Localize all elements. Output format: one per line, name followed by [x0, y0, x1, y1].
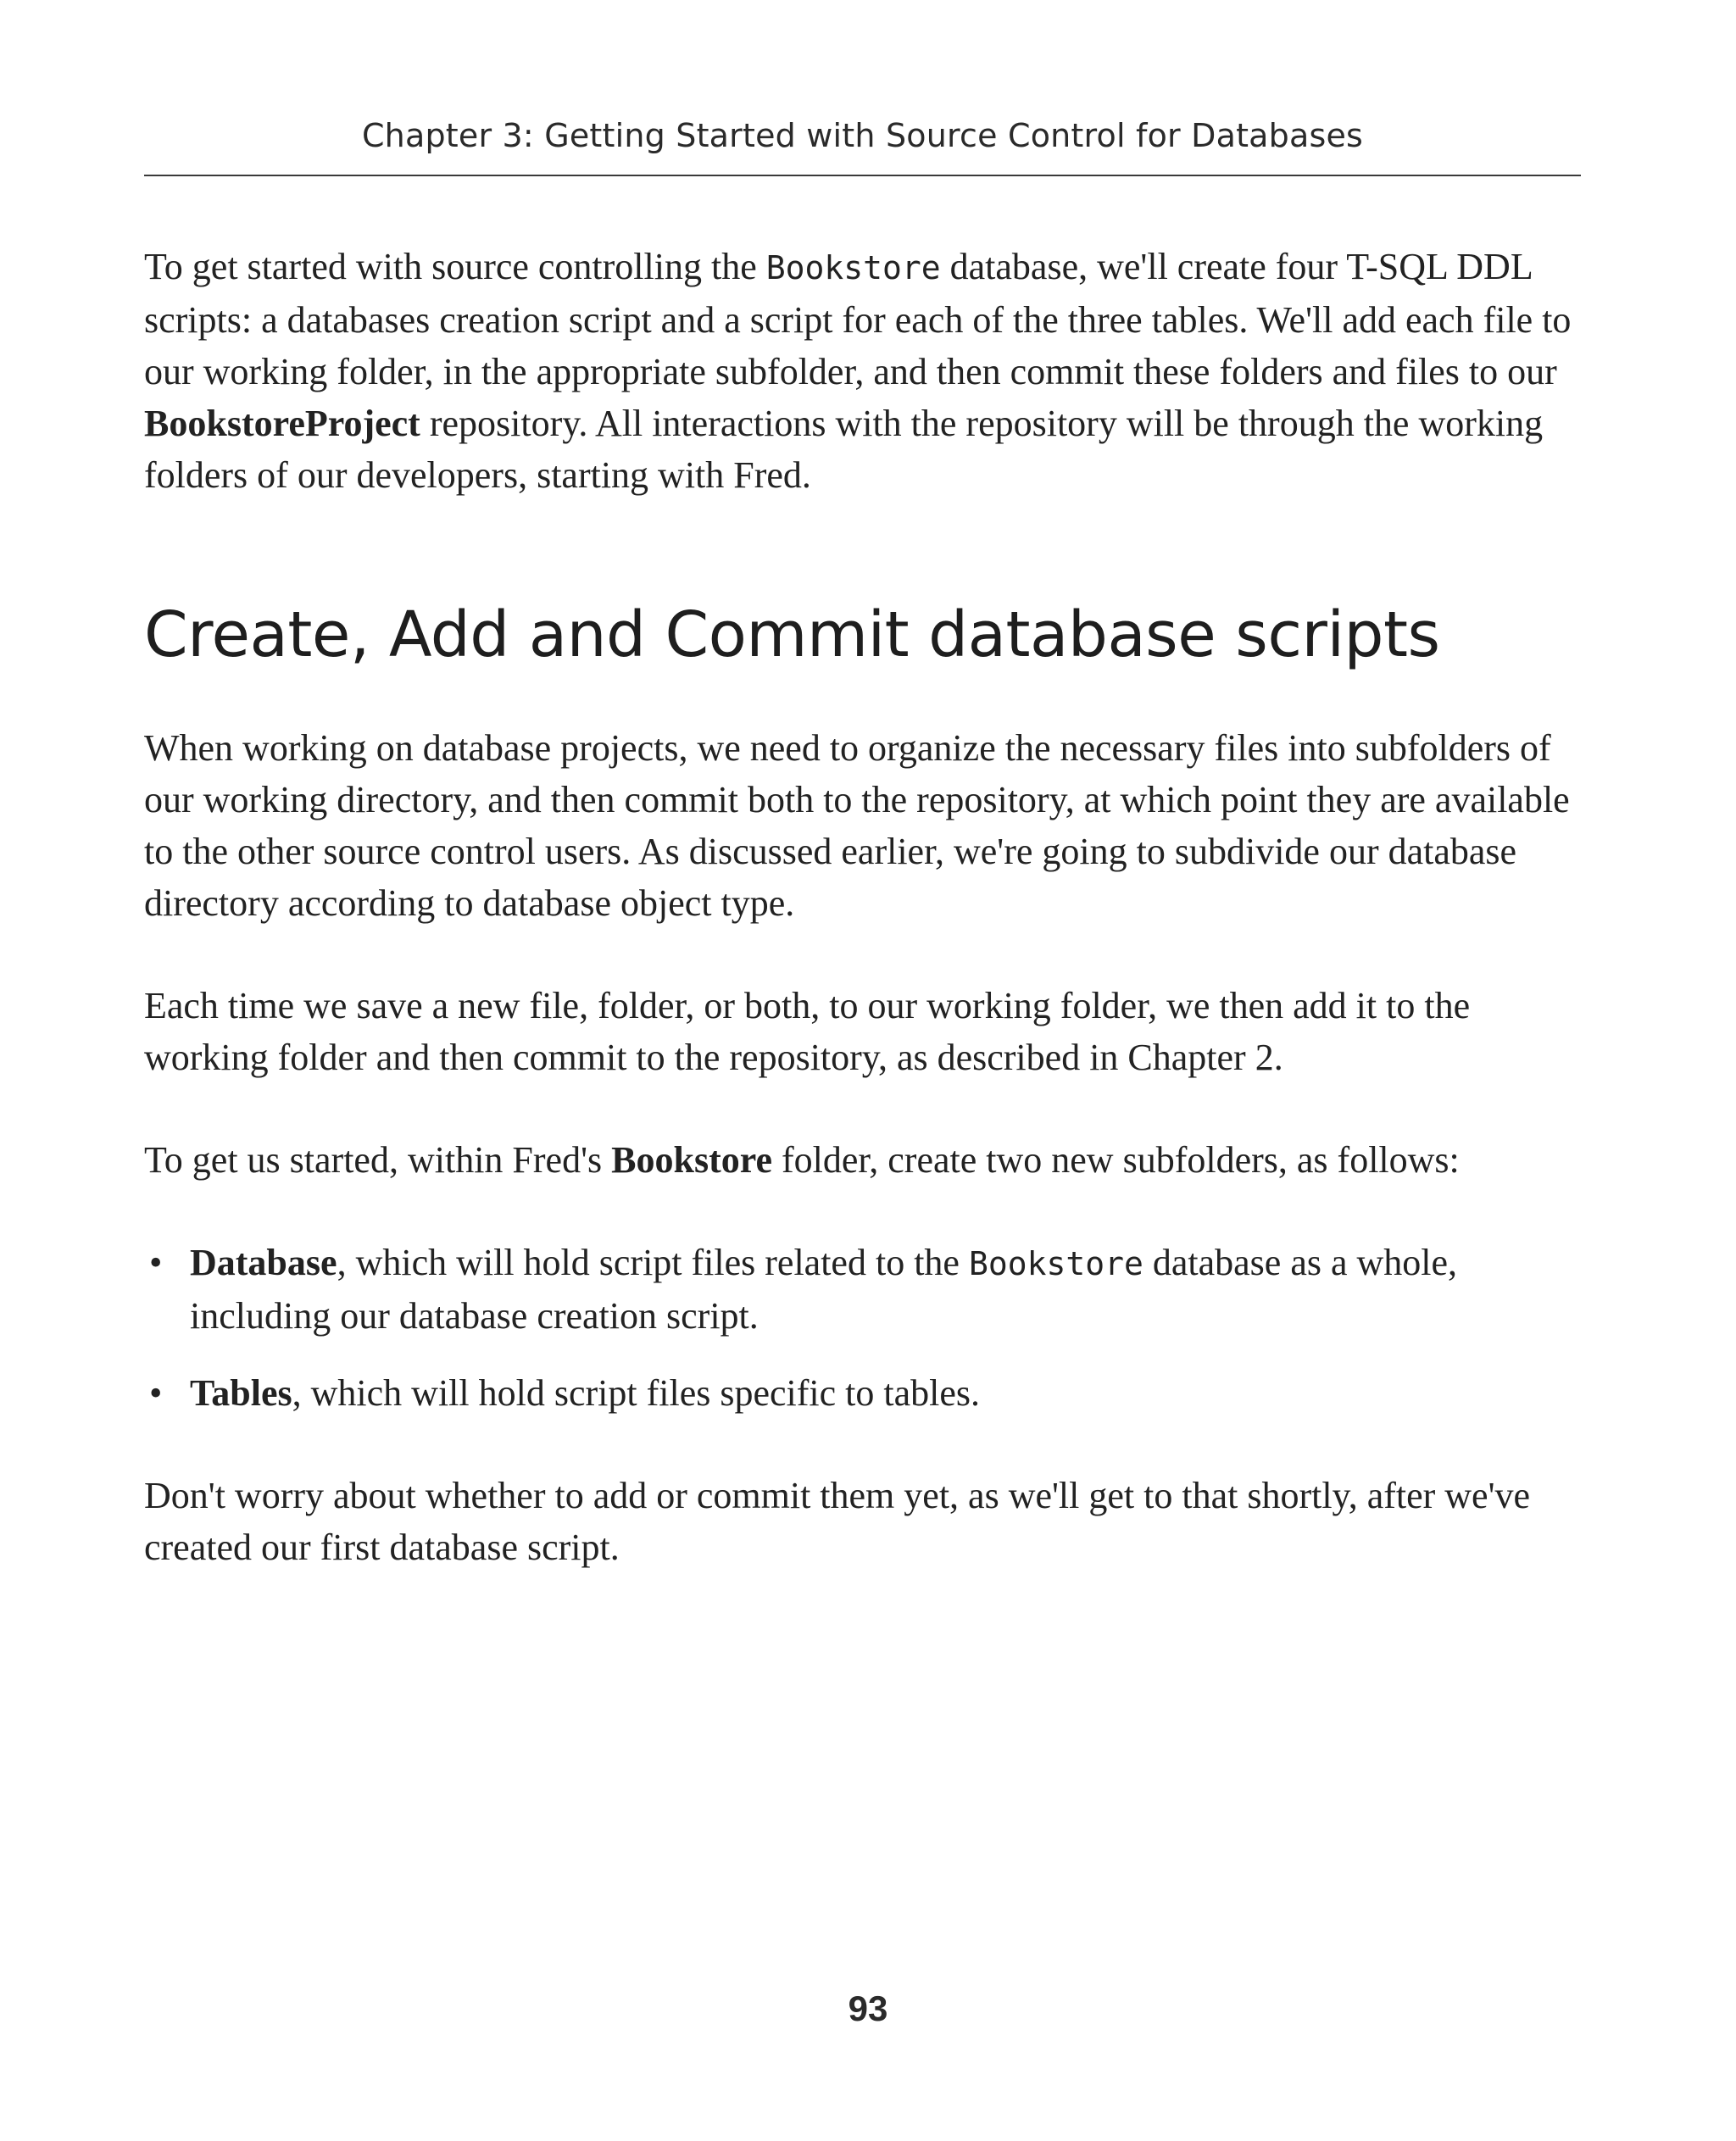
page-number: 93: [848, 1988, 888, 2028]
para3-text-2: folder, create two new subfolders, as follows:: [771, 1139, 1460, 1181]
intro-paragraph: [144, 241, 1585, 501]
bullet-marker: •: [149, 1242, 163, 1283]
bullet-code-bookstore: Bookstore: [968, 1245, 1143, 1282]
section-paragraph-1: When working on database projects, we need to organize the necessary files into subfolders of our working directory, and then commit both to the repository, at which point they are available to the other source control users. As discussed earlier, we're going to subdivide our database directory according to database object type.: [144, 727, 1570, 924]
section-paragraph-2: Each time we save a new file, folder, or both, to our working folder, we then add it to the working folder and then commit to the repository, as described in Chapter 2.: [144, 985, 1471, 1078]
intro-code-bookstore: Bookstore: [765, 249, 941, 286]
intro-text-1: To get started with source controlling the: [144, 246, 766, 287]
section-paragraph-4: Don't worry about whether to add or commit them yet, as we'll get to that shortly, after we've created our first database script.: [144, 1475, 1531, 1568]
list-item: [144, 1237, 1585, 1342]
subfolder-list: [144, 1237, 1585, 1419]
intro-text-3: repository. All interactions with the repository will be through the working folders of our developers, starting with Fred.: [144, 403, 1544, 496]
page-content: [144, 241, 1585, 1624]
bullet-bold-tables: Tables: [190, 1372, 292, 1414]
bullet-text-tables: , which will hold script files specific to tables.: [292, 1372, 981, 1414]
header-rule: [144, 175, 1581, 176]
bullet-bold-database: Database: [190, 1242, 337, 1283]
para3-text-1: To get us started, within Fred's: [144, 1139, 612, 1181]
bullet-marker: •: [149, 1372, 163, 1414]
intro-bold-bookstoreproject: BookstoreProject: [144, 403, 420, 444]
section-paragraph-3: [144, 1134, 1585, 1186]
section-heading: Create, Add and Commit database scripts: [144, 598, 1440, 671]
bullet-text-2: database as a whole, including our database creation script.: [190, 1242, 1458, 1337]
list-item: [144, 1367, 1585, 1419]
running-header: Chapter 3: Getting Started with Source Control for Databases: [361, 117, 1364, 154]
para3-bold-bookstore: Bookstore: [611, 1139, 772, 1181]
intro-text-2: database, we'll create four T-SQL DDL scripts: a databases creation script and a script for each of the three tables. We'll add each file to our working folder, in the appropriate subfolder, and then commit these folders and files to our: [144, 246, 1572, 392]
bullet-text-1: , which will hold script files related to the: [337, 1242, 969, 1283]
